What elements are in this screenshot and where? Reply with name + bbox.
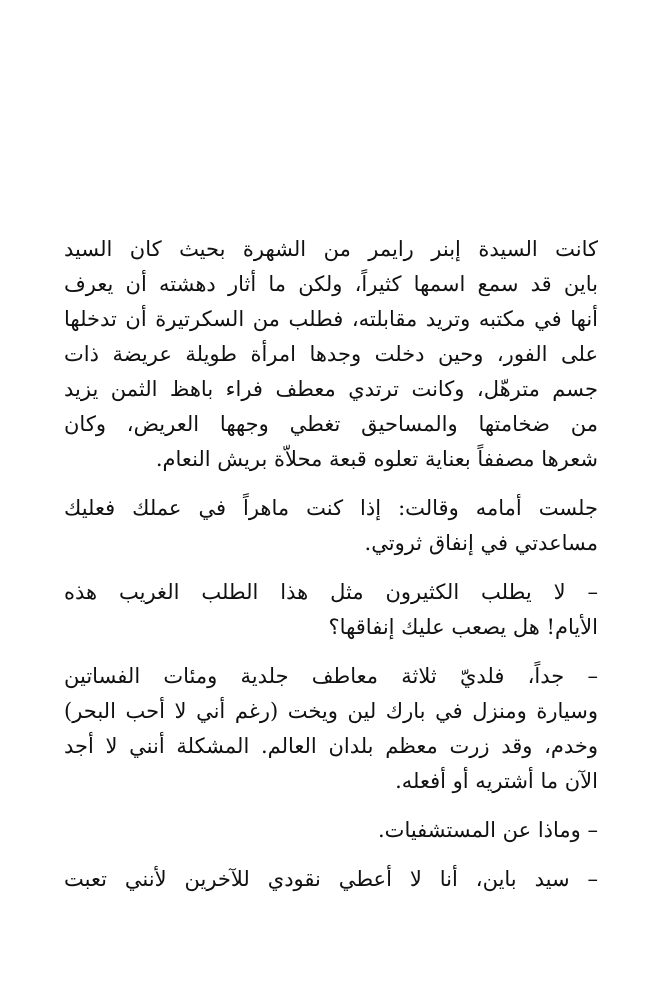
text-line: باين قد سمع اسمها كثيراً، ولكن ما أثار دهشته أن يعرف bbox=[64, 272, 598, 296]
text-line: شعرها مصففاً بعناية تعلوه قبعة محلاّة بريش النعام. bbox=[155, 447, 598, 471]
text-line: أنها في مكتبه وتريد مقابلته، فطلب من السكرتيرة أن تدخلها bbox=[64, 307, 598, 331]
paragraph-dialogue bbox=[64, 575, 598, 645]
text-line: من ضخامتها والمساحيق تغطي وجهها العريض، وكان bbox=[64, 412, 598, 436]
text-line: – سيد باين، أنا لا أعطي نقودي للآخرين لأنني تعبت bbox=[64, 867, 598, 891]
paragraph-dialogue bbox=[64, 813, 598, 848]
document-page bbox=[64, 232, 598, 911]
text-line: جلست أمامه وقالت: إذا كنت ماهراً في عملك فعليك bbox=[64, 496, 598, 520]
paragraph-dialogue bbox=[64, 659, 598, 799]
text-line: وسيارة ومنزل في بارك لين ويخت (رغم أني لا أحب البحر) bbox=[64, 699, 598, 723]
text-line: على الفور، وحين دخلت وجدها امرأة طويلة عريضة ذات bbox=[64, 342, 598, 366]
text-line: الأيام! هل يصعب عليك إنفاقها؟ bbox=[328, 615, 598, 639]
text-line: جسم مترهّل، وكانت ترتدي معطف فراء باهظ الثمن يزيد bbox=[64, 377, 598, 401]
paragraph-dialogue bbox=[64, 491, 598, 561]
text-line: – جداً، فلديّ ثلاثة معاطف جلدية ومئات الفساتين bbox=[64, 664, 598, 688]
text-line: مساعدتي في إنفاق ثروتي. bbox=[364, 531, 598, 555]
text-line: كانت السيدة إبنر رايمر من الشهرة بحيث كان السيد bbox=[64, 237, 598, 261]
text-line: – وماذا عن المستشفيات. bbox=[378, 818, 598, 842]
text-line: الآن ما أشتريه أو أفعله. bbox=[395, 769, 598, 793]
paragraph-intro bbox=[64, 232, 598, 477]
text-line: وخدم، وقد زرت معظم بلدان العالم. المشكلة أنني لا أجد bbox=[64, 734, 598, 758]
text-line: – لا يطلب الكثيرون مثل هذا الطلب الغريب هذه bbox=[64, 580, 598, 604]
paragraph-dialogue bbox=[64, 862, 598, 897]
